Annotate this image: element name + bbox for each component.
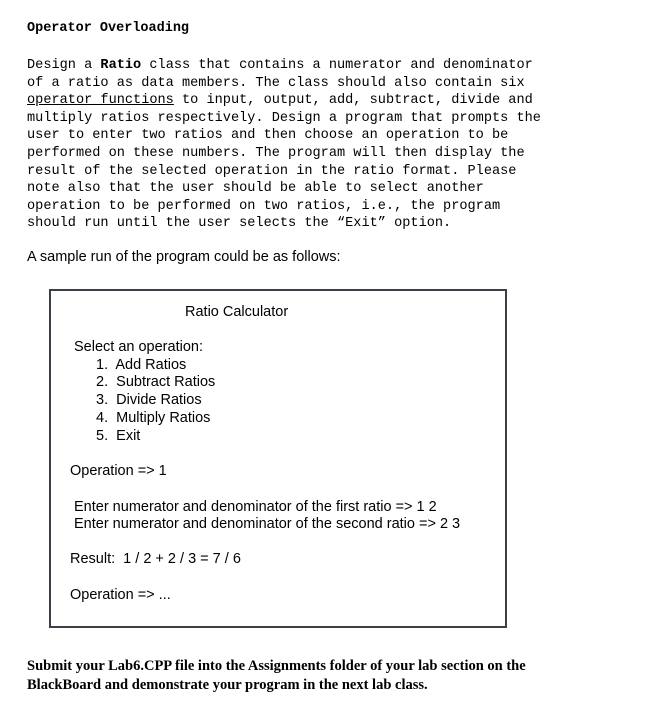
select-operation-label: Select an operation: (74, 339, 203, 355)
submit-line: BlackBoard and demonstrate your program in the next lab class. (27, 677, 428, 693)
menu-option-divide: 3. Divide Ratios (96, 392, 202, 408)
page-title: Operator Overloading (27, 21, 190, 36)
submission-instructions (27, 657, 647, 695)
sample-heading: Ratio Calculator (185, 304, 289, 320)
menu-option-add: 1. Add Ratios (96, 357, 187, 373)
enter-second-ratio: Enter numerator and denominator of the second ratio => 2 3 (74, 516, 461, 532)
operation-input-1: Operation => 1 (70, 463, 167, 479)
menu-option-multiply: 4. Multiply Ratios (96, 410, 211, 426)
menu-option-subtract: 2. Subtract Ratios (96, 374, 216, 390)
desc-text: Design a (27, 58, 101, 73)
submit-line: Submit your Lab6.CPP file into the Assignments folder of your lab section on the (27, 658, 526, 674)
operation-input-2: Operation => ... (70, 587, 171, 603)
desc-text: should run until the user selects the “Exit” option. (27, 216, 452, 232)
ratio-class-name: Ratio (100, 58, 142, 73)
result-line: Result: 1 / 2 + 2 / 3 = 7 / 6 (70, 551, 241, 567)
sample-run-intro: A sample run of the program could be as follows: (27, 249, 341, 265)
menu-option-exit: 5. Exit (96, 428, 141, 444)
desc-text: performed on these numbers. The program will then display the (27, 145, 525, 161)
operator-functions-term: operator functions (27, 93, 174, 109)
sample-run-box (49, 289, 507, 628)
enter-first-ratio: Enter numerator and denominator of the first ratio => 1 2 (74, 499, 437, 515)
assignment-description (27, 57, 637, 233)
desc-text: note also that the user should be able to select another (27, 181, 484, 197)
desc-text: operation to be performed on two ratios, i.e., the program (27, 198, 501, 214)
desc-text: result of the selected operation in the ratio format. Please (27, 163, 517, 179)
desc-text: user to enter two ratios and then choose an operation to be (27, 128, 509, 144)
desc-text: to input, output, add, subtract, divide and (173, 93, 533, 109)
desc-text: multiply ratios respectively. Design a program that prompts the (27, 110, 541, 126)
desc-text: of a ratio as data members. The class should also contain six (27, 75, 525, 91)
desc-text: class that contains a numerator and denominator (141, 58, 533, 73)
